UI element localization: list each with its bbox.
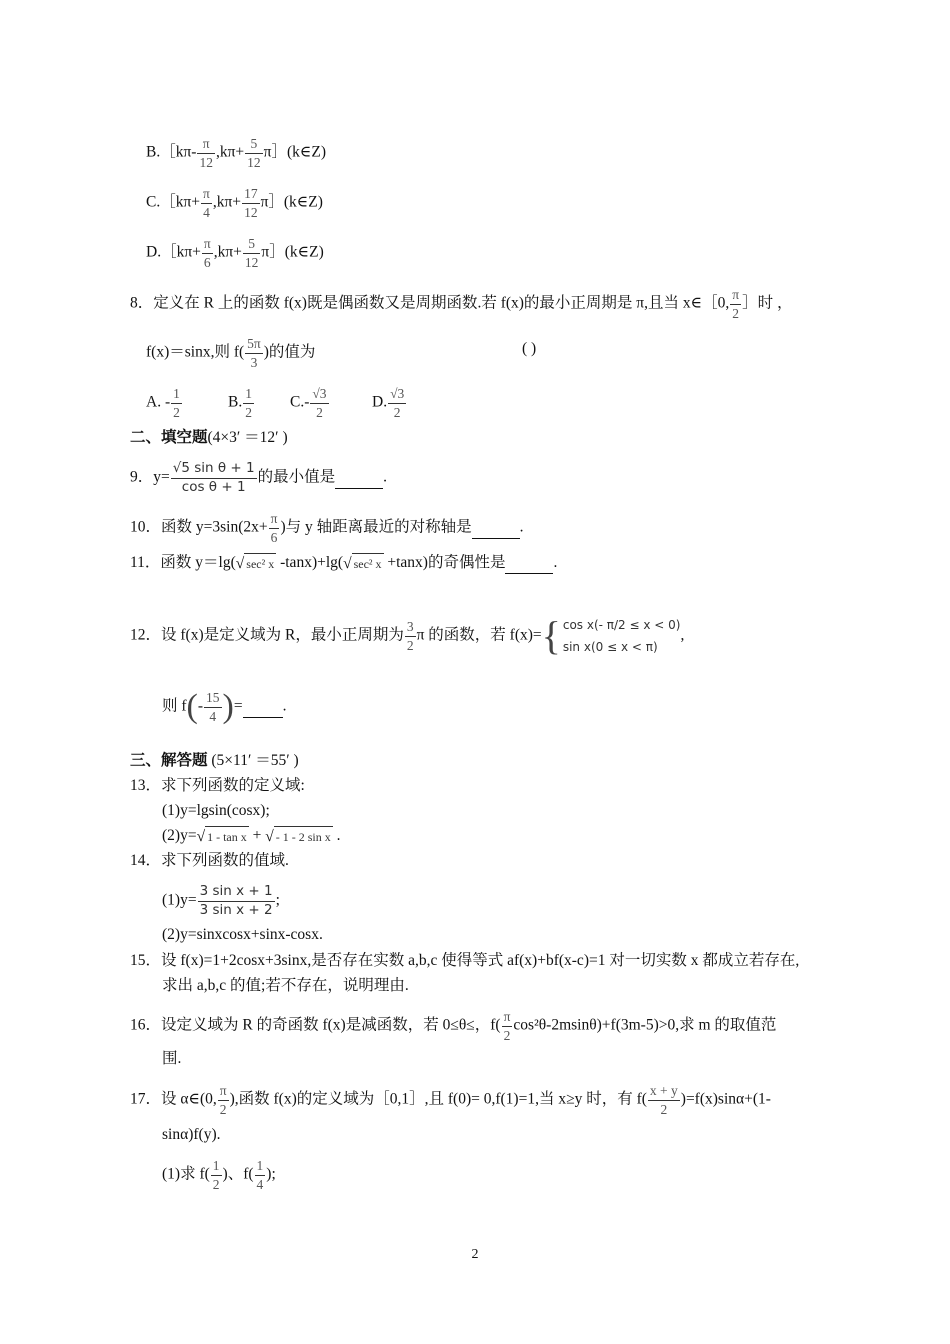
q14-part1: (1)y= $\frac{\text{3 sin x + 1}}{\text{3 sin x + 2}}$ ; (162, 883, 280, 918)
q10: 10．函数 y=3sin(2x+ $\frac{\pi}{6}$ )与 y 轴距离最近的对称轴是 . (130, 511, 524, 545)
q12-line1: 12．设 f(x)是定义域为 R，最小正周期为 $\frac{3}{2}$ π 的函数，若 f(x)={ cos x(- π/2 ≤ x < 0) sin x(0 ≤ x < π) , (130, 613, 685, 658)
q8-option-c: C.- $\frac{√3}{2}$ (290, 386, 327, 420)
section2-heading: 二、填空题(4×3′ ＝12′ ) (130, 429, 288, 446)
q8-line2: f(x)＝sinx,则 f( $\frac{5\pi}{3}$ )的值为 (146, 336, 316, 370)
q13-part1: (1)y=lgsin(cosx); (162, 802, 270, 819)
q14-head: 14．求下列函数的值域. (130, 852, 289, 869)
q11: 11．函数 y＝lg(√ sec² x -tanx)+lg(√ sec² x +tanx)的奇偶性是 . (130, 553, 557, 574)
q15-line1: 15．设 f(x)=1+2cosx+3sinx,是否存在实数 a,b,c 使得等式 af(x)+bf(x-c)=1 对一切实数 x 都成立若存在, (130, 952, 800, 969)
section3-heading: 三、解答题 (5×11′ ＝55′ ) (130, 752, 299, 769)
q8-answer-paren: ( ) (522, 340, 537, 357)
piecewise-brace: { (541, 613, 561, 658)
q14-part2: (2)y=sinxcosx+sinx-cosx. (162, 926, 323, 943)
q12-line2: 则 f(- $\frac{15}{4}$ )= . (162, 688, 287, 725)
q9: 9．y= $\frac{\text{√5 sin θ + 1}}{\text{cos θ + 1}}$ 的最小值是 . (130, 460, 387, 495)
q8-option-d: D. $\frac{√3}{2}$ (372, 386, 405, 420)
q16-line2: 围. (162, 1050, 182, 1067)
q17-part1: (1)求 f( $\frac{1}{2}$ )、f( $\frac{1}{4}$ ); (162, 1158, 276, 1192)
q16-line1: 16．设定义域为 R 的奇函数 f(x)是减函数，若 0≤θ≤，f( $\frac{\pi}{2}$ cos²θ-2msinθ)+f(3m-5)>0,求 m 的取值范 (130, 1009, 777, 1043)
q15-line2: 求出 a,b,c 的值;若不存在，说明理由. (162, 977, 409, 994)
q7-option-c: C.［kπ+ $\frac{\pi}{4}$ ,kπ+ $\frac{17}{12}$ π］(k∈Z) (146, 186, 323, 220)
q13-head: 13．求下列函数的定义域: (130, 777, 305, 794)
q8-option-b: B. $\frac{1}{2}$ (228, 386, 252, 420)
q7-option-b: B.［kπ- $\frac{\pi}{12}$ ,kπ+ $\frac{5}{12}$ π］(k∈Z) (146, 136, 326, 170)
piecewise-definition: cos x(- π/2 ≤ x < 0) sin x(0 ≤ x < π) (562, 618, 681, 654)
q8-line1: 8．定义在 R 上的函数 f(x)既是偶函数又是周期函数.若 f(x)的最小正周期是 π,且当 x∈［0, $\frac{\pi}{2}$ ］时 ， (130, 287, 793, 321)
q17-line1: 17．设 α∈(0, $\frac{\pi}{2}$ ),函数 f(x)的定义域为［0,1］,且 f(0)= 0,f(1)=1,当 x≥y 时，有 f( $\frac{x + y}{2}$ )=f(x)sinα+(1- (130, 1083, 771, 1117)
page-number: 2 (471, 1247, 479, 1262)
q17-line2: sinα)f(y). (162, 1126, 221, 1143)
q8-option-a: A. - $\frac{1}{2}$ (146, 386, 180, 420)
q13-part2: (2)y=√ 1 - tan x + √ - 1 - 2 sin x . (162, 827, 341, 845)
q7-option-d: D.［kπ+ $\frac{\pi}{6}$ ,kπ+ $\frac{5}{12}$ π］(k∈Z) (146, 236, 324, 270)
